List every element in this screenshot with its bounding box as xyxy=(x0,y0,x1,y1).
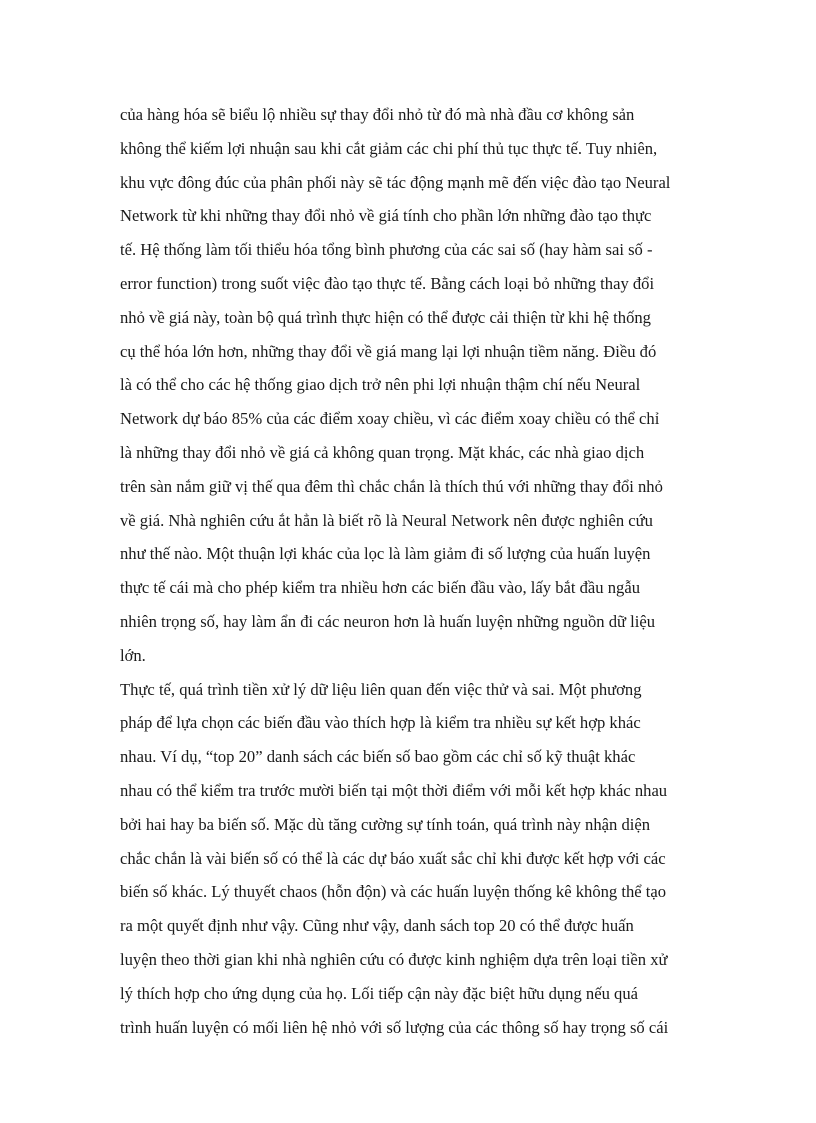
text-line: Thực tế, quá trình tiền xử lý dữ liệu liên quan đến việc thử và sai. Một phương xyxy=(120,679,642,699)
text-line: là những thay đổi nhỏ về giá cả không quan trọng. Mặt khác, các nhà giao dịch xyxy=(120,442,645,462)
text-line: Network từ khi những thay đổi nhỏ về giá tính cho phần lớn những đào tạo thực xyxy=(120,206,652,226)
text-line: trên sàn nắm giữ vị thế qua đêm thì chắc chắn là thích thú với những thay đổi nhỏ xyxy=(120,476,663,496)
text-line: luyện theo thời gian khi nhà nghiên cứu có được kinh nghiệm dựa trên loại tiền xử xyxy=(120,949,668,969)
text-line: lý thích hợp cho ứng dụng của họ. Lối tiếp cận này đặc biệt hữu dụng nếu quá xyxy=(120,983,638,1003)
text-line: error function) trong suốt việc đào tạo thực tế. Bằng cách loại bỏ những thay đổi xyxy=(120,273,655,293)
document-page xyxy=(120,98,710,1044)
text-line: như thế nào. Một thuận lợi khác của lọc là làm giảm đi số lượng của huấn luyện xyxy=(120,544,651,564)
text-line: trình huấn luyện có mối liên hệ nhỏ với số lượng của các thông số hay trọng số cái xyxy=(120,1017,669,1037)
text-line: không thể kiếm lợi nhuận sau khi cắt giảm các chi phí thủ tục thực tế. Tuy nhiên, xyxy=(120,138,658,158)
text-line: của hàng hóa sẽ biểu lộ nhiều sự thay đổi nhỏ từ đó mà nhà đầu cơ không sản xyxy=(120,105,635,124)
text-line: tế. Hệ thống làm tối thiểu hóa tổng bình phương của các sai số (hay hàm sai số - xyxy=(120,240,653,260)
text-line: nhỏ về giá này, toàn bộ quá trình thực hiện có thể được cải thiện từ khi hệ thống xyxy=(120,307,651,327)
text-line: khu vực đông đúc của phân phối này sẽ tác động mạnh mẽ đến việc đào tạo Neural xyxy=(120,172,671,192)
text-line: nhau. Ví dụ, “top 20” danh sách các biến số bao gồm các chỉ số kỹ thuật khác xyxy=(120,747,636,767)
text-line: ra một quyết định như vậy. Cũng như vậy, danh sách top 20 có thể được huấn xyxy=(120,916,634,936)
text-line: nhiên trọng số, hay làm ẩn đi các neuron hơn là huấn luyện những nguồn dữ liệu xyxy=(120,611,656,631)
text-line: cụ thể hóa lớn hơn, những thay đổi về giá mang lại lợi nhuận tiềm năng. Điều đó xyxy=(120,341,657,361)
text-line: Network dự báo 85% của các điểm xoay chiều, vì các điểm xoay chiều có thể chỉ xyxy=(120,409,660,429)
text-line: pháp để lựa chọn các biến đầu vào thích hợp là kiểm tra nhiều sự kết hợp khác xyxy=(120,713,641,733)
text-line: chắc chắn là vài biến số có thể là các dự báo xuất sắc chỉ khi được kết hợp với các xyxy=(120,848,666,868)
text-line: nhau có thể kiểm tra trước mười biến tại một thời điểm với mỗi kết hợp khác nhau xyxy=(120,780,668,800)
text-line: bởi hai hay ba biến số. Mặc dù tăng cường sự tính toán, quá trình này nhận diện xyxy=(120,814,651,834)
text-line: về giá. Nhà nghiên cứu ắt hẳn là biết rõ là Neural Network nên được nghiên cứu xyxy=(120,510,653,530)
text-line: thực tế cái mà cho phép kiểm tra nhiều hơn các biến đầu vào, lấy bắt đầu ngẫu xyxy=(120,578,640,598)
text-line: lớn. xyxy=(120,645,146,665)
text-line: là có thể cho các hệ thống giao dịch trở nên phi lợi nhuận thậm chí nếu Neural xyxy=(120,375,641,395)
text-line: biến số khác. Lý thuyết chaos (hỗn độn) và các huấn luyện thống kê không thể tạo xyxy=(120,882,667,902)
